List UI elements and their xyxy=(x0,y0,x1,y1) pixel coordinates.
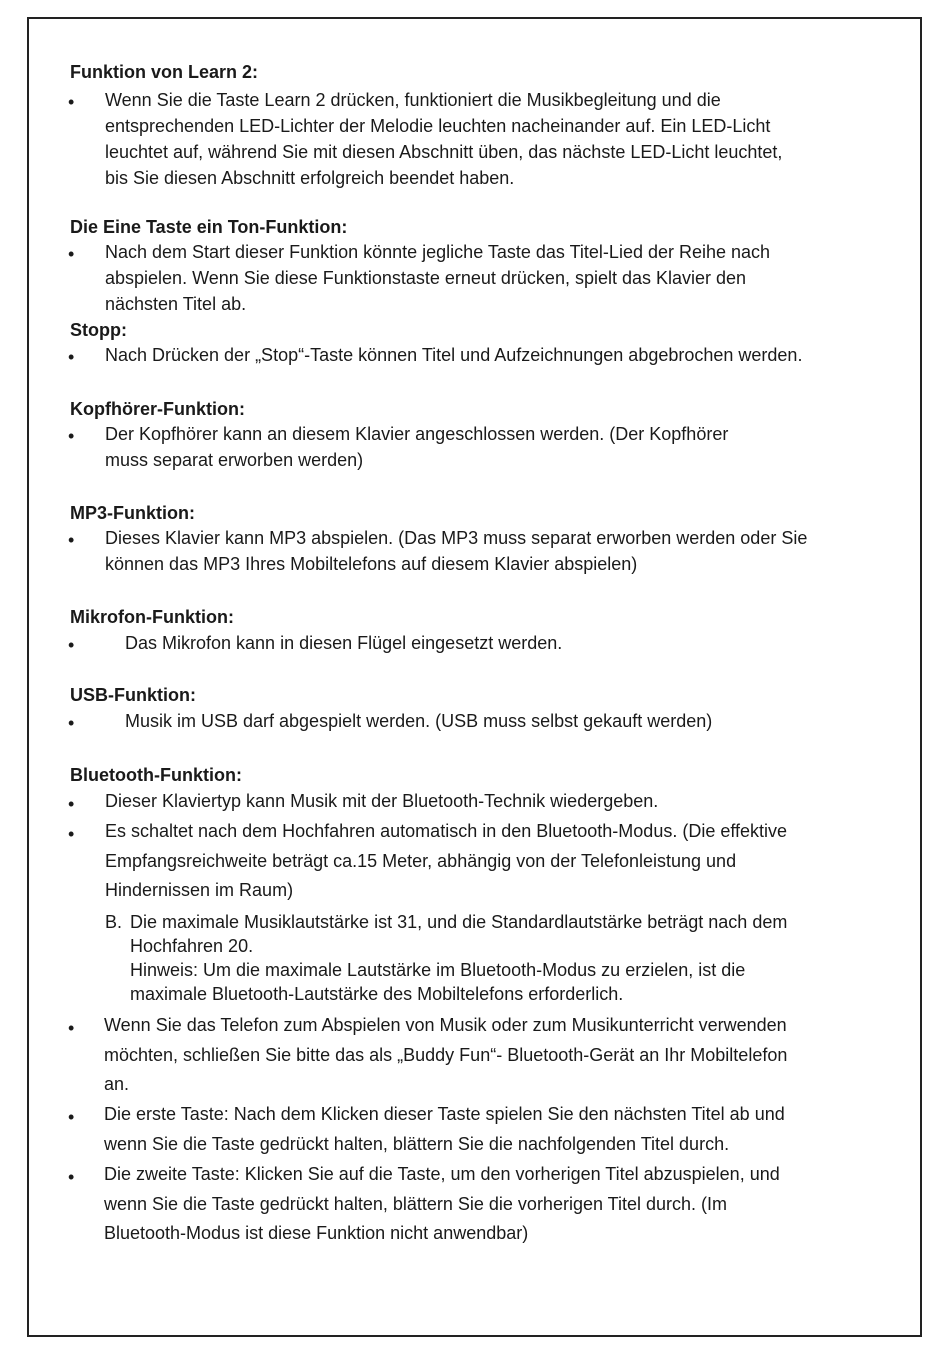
bullet: • xyxy=(68,713,75,733)
text-line: Das Mikrofon kann in diesen Flügel eingesetzt werden. xyxy=(125,633,563,653)
bullet: • xyxy=(68,794,75,814)
text-line: Hochfahren 20. xyxy=(130,936,254,956)
bullet: • xyxy=(68,530,75,550)
text-line: Hinweis: Um die maximale Lautstärke im Bluetooth-Modus zu erzielen, ist die xyxy=(130,960,746,980)
heading-bluetooth: Bluetooth-Funktion: xyxy=(70,765,242,785)
text-line: an. xyxy=(104,1074,130,1094)
bullet: • xyxy=(68,347,75,367)
heading-headphone: Kopfhörer-Funktion: xyxy=(70,399,245,419)
text-line: Dieser Klaviertyp kann Musik mit der Bluetooth-Technik wiedergeben. xyxy=(105,791,659,811)
text-line: Wenn Sie die Taste Learn 2 drücken, funktioniert die Musikbegleitung und die xyxy=(105,90,721,110)
text-line: Dieses Klavier kann MP3 abspielen. (Das MP3 muss separat erworben werden oder Sie xyxy=(105,528,808,548)
heading-stop: Stopp: xyxy=(70,320,127,340)
text-line: Die maximale Musiklautstärke ist 31, und die Standardlautstärke beträgt nach dem xyxy=(130,912,788,932)
text-line: wenn Sie die Taste gedrückt halten, blättern Sie die nachfolgenden Titel durch. xyxy=(104,1133,730,1154)
list-item-mp3 xyxy=(105,525,807,577)
subitem-text xyxy=(130,910,787,1006)
text-line: Die erste Taste: Nach dem Klicken dieser Taste spielen Sie den nächsten Titel ab und xyxy=(104,1104,785,1124)
list-item-bluetooth xyxy=(104,1011,787,1100)
text-line: Nach Drücken der „Stop“-Taste können Titel und Aufzeichnungen abgebrochen werden. xyxy=(105,345,803,365)
text-line: bis Sie diesen Abschnitt erfolgreich beendet haben. xyxy=(105,168,515,188)
text-line: Musik im USB darf abgespielt werden. (USB muss selbst gekauft werden) xyxy=(125,711,713,731)
list-item-onekey xyxy=(105,239,770,317)
text-line: muss separat erworben werden) xyxy=(105,450,364,470)
text-line: entsprechenden LED-Lichter der Melodie leuchten nacheinander auf. Ein LED-Licht xyxy=(105,116,771,136)
list-item-usb xyxy=(125,708,712,734)
subitem-marker: B. xyxy=(105,912,123,932)
text-line: Empfangsreichweite beträgt ca.15 Meter, abhängig von der Telefonleistung und xyxy=(105,850,737,871)
text-line: nächsten Titel ab. xyxy=(105,294,247,314)
list-item-learn2 xyxy=(105,87,782,191)
list-item-stop xyxy=(105,342,802,368)
list-item-mic xyxy=(125,630,562,656)
text-line: Es schaltet nach dem Hochfahren automatisch in den Bluetooth-Modus. (Die effektive xyxy=(105,821,788,841)
list-item-bluetooth xyxy=(105,817,787,906)
text-line: maximale Bluetooth-Lautstärke des Mobiltelefons erforderlich. xyxy=(130,984,624,1004)
heading-onekey: Die Eine Taste ein Ton-Funktion: xyxy=(70,217,348,237)
text-line: leuchtet auf, während Sie mit diesen Abschnitt üben, das nächste LED-Licht leuchtet, xyxy=(105,142,783,162)
heading-mic: Mikrofon-Funktion: xyxy=(70,607,234,627)
heading-mp3: MP3-Funktion: xyxy=(70,503,195,523)
text-line: abspielen. Wenn Sie diese Funktionstaste erneut drücken, spielt das Klavier den xyxy=(105,268,747,288)
text-line: Hindernissen im Raum) xyxy=(105,880,294,900)
text-line: Wenn Sie das Telefon zum Abspielen von Musik oder zum Musikunterricht verwenden xyxy=(104,1015,787,1035)
list-item-bluetooth xyxy=(104,1100,785,1159)
text-line: können das MP3 Ihres Mobiltelefons auf diesem Klavier abspielen) xyxy=(105,554,638,574)
bullet: • xyxy=(68,1167,75,1187)
text-line: Bluetooth-Modus ist diese Funktion nicht anwendbar) xyxy=(104,1223,529,1243)
bullet: • xyxy=(68,824,75,844)
heading-learn2: Funktion von Learn 2: xyxy=(70,62,259,82)
text-line: Der Kopfhörer kann an diesem Klavier angeschlossen werden. (Der Kopfhörer xyxy=(105,424,729,444)
list-item-bluetooth xyxy=(105,787,658,817)
list-item-bluetooth xyxy=(104,1160,780,1249)
bullet: • xyxy=(68,1018,75,1038)
bullet: • xyxy=(68,92,75,112)
text-line: wenn Sie die Taste gedrückt halten, blättern Sie die vorherigen Titel durch. (Im xyxy=(104,1193,728,1214)
list-item-headphone xyxy=(105,421,728,473)
text-line: Nach dem Start dieser Funktion könnte jegliche Taste das Titel-Lied der Reihe nach xyxy=(105,242,771,262)
bullet: • xyxy=(68,635,75,655)
bullet: • xyxy=(68,426,75,446)
text-line: möchten, schließen Sie bitte das als „Buddy Fun“- Bluetooth-Gerät an Ihr Mobiltelefon xyxy=(104,1044,788,1065)
bullet: • xyxy=(68,1107,75,1127)
text-line: Die zweite Taste: Klicken Sie auf die Taste, um den vorherigen Titel abzuspielen, und xyxy=(104,1164,780,1184)
heading-usb: USB-Funktion: xyxy=(70,685,196,705)
bullet: • xyxy=(68,244,75,264)
